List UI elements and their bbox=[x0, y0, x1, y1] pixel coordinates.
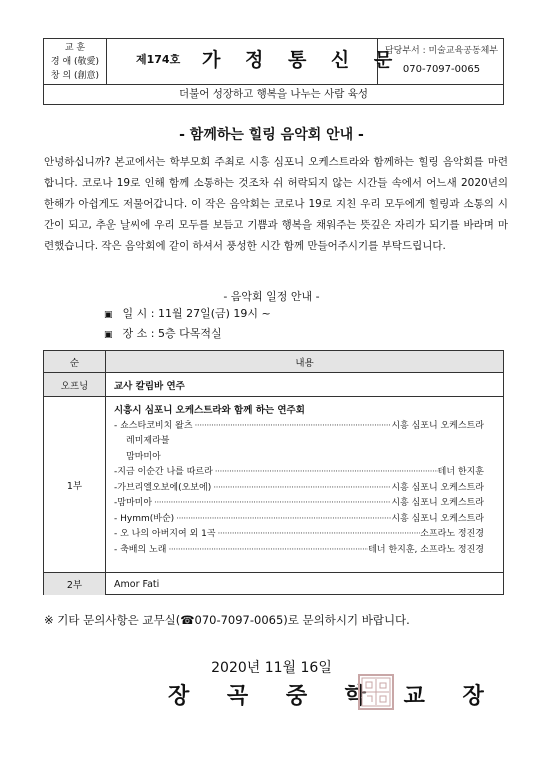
official-seal-icon bbox=[357, 673, 395, 711]
table-row bbox=[44, 573, 503, 595]
checkbox-square-icon: ▣ bbox=[104, 330, 113, 340]
motto-line: 경 애 (敬愛) bbox=[50, 57, 100, 67]
list-item: 레미제라블 bbox=[126, 436, 170, 446]
row-content: 교사 칼림바 연주 bbox=[114, 380, 185, 392]
datetime-text: 일 시 : 11월 27일(금) 19시 ~ bbox=[122, 307, 271, 320]
list-item: - 축배의 노래 ····· 테너 한지훈, 소프라노 정진경 bbox=[114, 543, 484, 559]
table-header-row bbox=[44, 351, 503, 373]
list-item: - 오 나의 아버지여 외 1곡 ····· 소프라노 정진경 bbox=[114, 527, 484, 543]
principal-signature: 장 곡 중 학 교 장 bbox=[168, 684, 499, 709]
row-order: 2부 bbox=[44, 573, 106, 595]
school-motto bbox=[44, 39, 106, 84]
list-item: - Hymm(바순) ····· 시흥 심포니 오케스트라 bbox=[114, 512, 484, 528]
issue-date: 2020년 11월 16일 bbox=[211, 660, 332, 676]
table-row bbox=[44, 397, 503, 573]
program-table bbox=[43, 350, 504, 595]
newsletter-header bbox=[43, 38, 504, 105]
checkbox-square-icon: ▣ bbox=[104, 310, 113, 320]
newsletter-title: 가 정 통 신 문 bbox=[202, 49, 402, 71]
row-order: 오프닝 bbox=[44, 373, 106, 396]
list-item: 맘마미아 bbox=[126, 451, 161, 462]
motto-line: 교 훈 bbox=[64, 43, 86, 53]
row-content: Amor Fati bbox=[114, 578, 160, 590]
schedule-datetime bbox=[104, 305, 271, 321]
intro-paragraph: 안녕하십니까? 본교에서는 학부모회 주최로 시흥 심포니 오케스트라와 함께하는 힐링 음악회를 마련합니다. 코로나 19로 인해 함께 소통하는 것조차 쉬 허락되지 않는 시간들 속에서 어느새 2020년의 한해가 아쉽게도 저물어갑니다. 이 작은 음악회는 코로나 19로 지친 우리 모두에게 힐링과 소통의 시간이 되고, 추운 날씨에 우리 모두를 보듬고 기쁨과 행복을 채워주는 뜻깊은 자리가 되기를 바라며 마련했습니다. 작은 음악회에 같이 하셔서 풍성한 시간 함께 만들어주시기를 부탁드립니다. bbox=[44, 156, 508, 252]
notice-subject: - 함께하는 힐링 음악회 안내 - bbox=[179, 127, 364, 143]
school-slogan: 더불어 성장하고 행복을 나누는 사람 육성 bbox=[178, 88, 369, 100]
schedule-heading: - 음악회 일정 안내 - bbox=[223, 290, 320, 303]
table-row bbox=[44, 373, 503, 397]
program-part-title: 시흥시 심포니 오케스트라와 함께 하는 연주회 bbox=[114, 405, 305, 416]
list-item: -맘마미아 ····· 시흥 심포니 오케스트라 bbox=[114, 496, 484, 512]
row-order: 1부 bbox=[44, 397, 106, 572]
header-content: 내용 bbox=[295, 357, 314, 369]
program-items bbox=[114, 403, 484, 558]
list-item: -지금 이순간 나를 따르라 ····· 테너 한지훈 bbox=[114, 465, 484, 481]
header-order: 순 bbox=[44, 351, 106, 372]
contact-note: ※ 기타 문의사항은 교무실(☎070-7097-0065)로 문의하시기 바랍니다. bbox=[44, 613, 410, 627]
place-text: 장 소 : 5층 다목적실 bbox=[122, 327, 222, 340]
list-item: - 쇼스타코비치 왈츠 ····· 시흥 심포니 오케스트라 bbox=[114, 419, 484, 435]
motto-line: 창 의 (創意) bbox=[50, 71, 100, 81]
department: 담당부서 : 미술교육공동체부 bbox=[384, 46, 499, 56]
phone-number: 070-7097-0065 bbox=[402, 64, 481, 75]
issue-number: 제174호 bbox=[136, 53, 181, 66]
schedule-place bbox=[104, 325, 222, 341]
list-item: -가브리엘오보에(오보에) ····· 시흥 심포니 오케스트라 bbox=[114, 481, 484, 497]
